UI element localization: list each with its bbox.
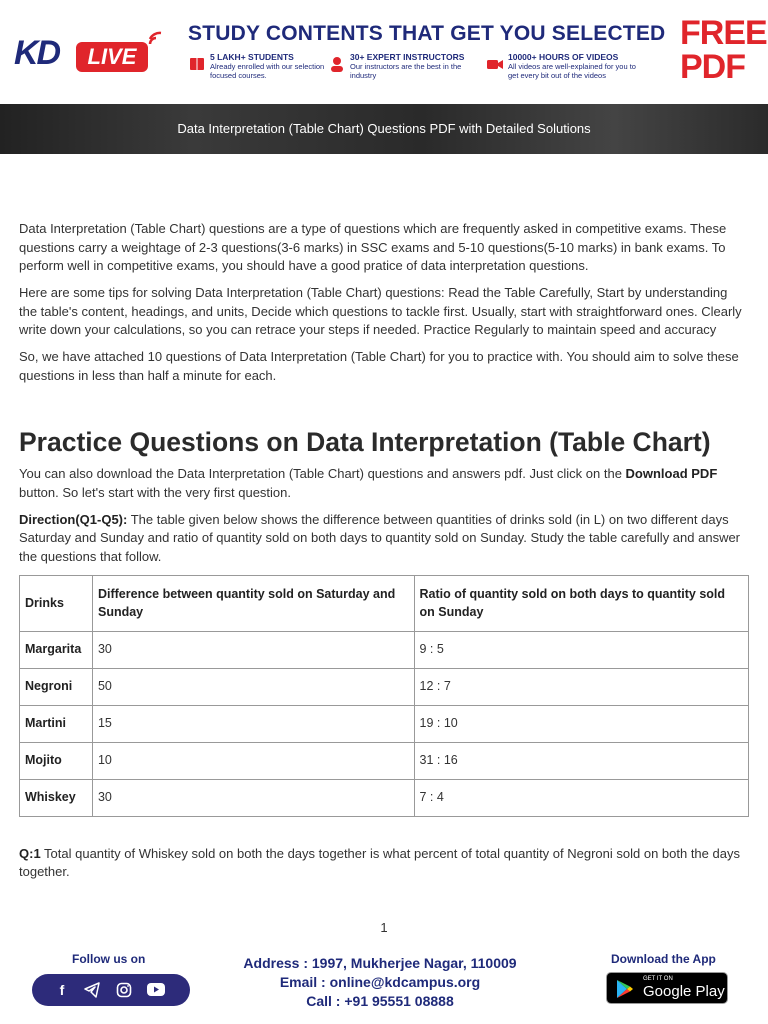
download-pdf-link[interactable]: Download PDF [625,466,718,481]
email-link[interactable]: Email : online@kdcampus.org [279,974,481,990]
question-1-text: Total quantity of Whiskey sold on both the days together is what percent of total quantity of Negroni sold on both the days together. [19,845,740,879]
direction-label: Direction(Q1-Q5): [19,511,128,527]
table-row [20,705,749,742]
book-icon [188,55,206,73]
feature-desc: All videos are well-explained for you to get every bit out of the videos [508,62,636,80]
pdf-text: PDF [680,48,745,86]
table-row [20,668,749,705]
column-header: Difference between quantity sold on Saturday and Sunday [92,575,414,631]
feature-instructors [328,52,478,84]
social-links-bar [32,974,190,1006]
main-content [19,220,749,890]
telegram-icon[interactable] [82,980,102,1000]
page-number: 1 [380,920,388,935]
column-header: Drinks [20,575,93,631]
logo-kd-text: KD [14,34,60,72]
address-text: Address : 1997, Mukherjee Nagar, 110009 [243,955,517,971]
instructor-icon [328,55,346,73]
table-row [20,742,749,779]
download-paragraph [19,465,749,502]
intro-paragraph-1: Data Interpretation (Table Chart) questions are a type of questions which are frequently asked in competitive exams. These questions carry a weightage of 2-3 questions(3-6 marks) in SSC exams and 5-10 questions(5-10 marks) in bank exams. To perform well in competitive exams, you should have a good pratice of data interpretation questions. [19,221,727,273]
kd-live-logo[interactable] [14,30,164,74]
store-big-label: Google Play [643,983,725,1000]
free-text: FREE [680,14,767,52]
feature-title: 5 LAKH+ STUDENTS [210,52,294,62]
banner-title: Data Interpretation (Table Chart) Questions PDF with Detailed Solutions [177,121,591,136]
download-app-label: Download the App [611,952,716,966]
difference-cell: 30 [92,779,414,816]
ratio-cell: 19 : 10 [414,705,749,742]
logo-live-badge: LIVE [76,42,148,72]
feature-title: 10000+ HOURS OF VIDEOS [508,52,619,62]
difference-cell: 30 [92,631,414,668]
column-header: Ratio of quantity sold on both days to quantity sold on Sunday [414,575,749,631]
broadcast-icon [146,30,170,52]
drink-cell: Negroni [20,668,93,705]
video-icon [486,55,504,73]
contact-info [200,954,560,1011]
facebook-icon[interactable]: f [59,982,65,998]
ratio-cell: 31 : 16 [414,742,749,779]
intro-paragraph-2: Here are some tips for solving Data Interpretation (Table Chart) questions: Read the Table Carefully, Start by understanding the table's content, headings, and units, Decide which questions to tackle first. Usually, start with straightforward ones. Clearly write down your calculations, so you can retrace your steps if needed. Practice Regularly to maintain speed and accuracy [19,285,742,337]
drink-cell: Mojito [20,742,93,779]
question-1 [19,845,749,882]
google-play-button[interactable] [606,972,728,1004]
ratio-cell: 12 : 7 [414,668,749,705]
drink-cell: Martini [20,705,93,742]
phone-link[interactable]: Call : +91 95551 08888 [306,993,454,1009]
feature-videos [486,52,656,84]
feature-desc: Already enrolled with our selection focused courses. [210,62,325,80]
drink-cell: Whiskey [20,779,93,816]
difference-cell: 15 [92,705,414,742]
download-text-pre: You can also download the Data Interpretation (Table Chart) questions and answers pdf. Just click on the [19,466,626,481]
table-header-row [20,575,749,631]
direction-text: The table given below shows the difference between quantities of drinks sold (in L) on two different days Saturday and Sunday and ratio of quantity sold on both days to quantity sold on Sunday. Study the table carefully and answer the questions that follow. [19,511,741,564]
feature-students [188,52,328,84]
title-banner [0,104,768,154]
direction-paragraph [19,511,749,567]
instagram-icon[interactable] [114,980,134,1000]
store-small-label: GET IT ON [643,976,673,982]
difference-cell: 10 [92,742,414,779]
ratio-cell: 7 : 4 [414,779,749,816]
table-row [20,779,749,816]
intro-paragraph-3: So, we have attached 10 questions of Data Interpretation (Table Chart) for you to practice with. You should aim to solve these questions in less than half a minute for each. [19,349,739,383]
ratio-cell: 9 : 5 [414,631,749,668]
follow-us-label: Follow us on [72,952,146,966]
practice-heading: Practice Questions on Data Interpretation (Table Chart) [19,427,711,457]
tagline: STUDY CONTENTS THAT GET YOU SELECTED [188,22,666,45]
download-text-post: button. So let's start with the very first question. [19,484,291,500]
feature-desc: Our instructors are the best in the industry [350,62,462,80]
drink-cell: Margarita [20,631,93,668]
header [0,0,768,104]
youtube-icon[interactable] [146,980,166,1000]
table-row [20,631,749,668]
free-pdf-label [680,16,767,84]
google-play-icon [615,979,635,999]
drinks-table [19,575,749,817]
question-1-label: Q:1 [19,845,41,861]
footer [0,944,768,1024]
difference-cell: 50 [92,668,414,705]
feature-title: 30+ EXPERT INSTRUCTORS [350,52,465,62]
